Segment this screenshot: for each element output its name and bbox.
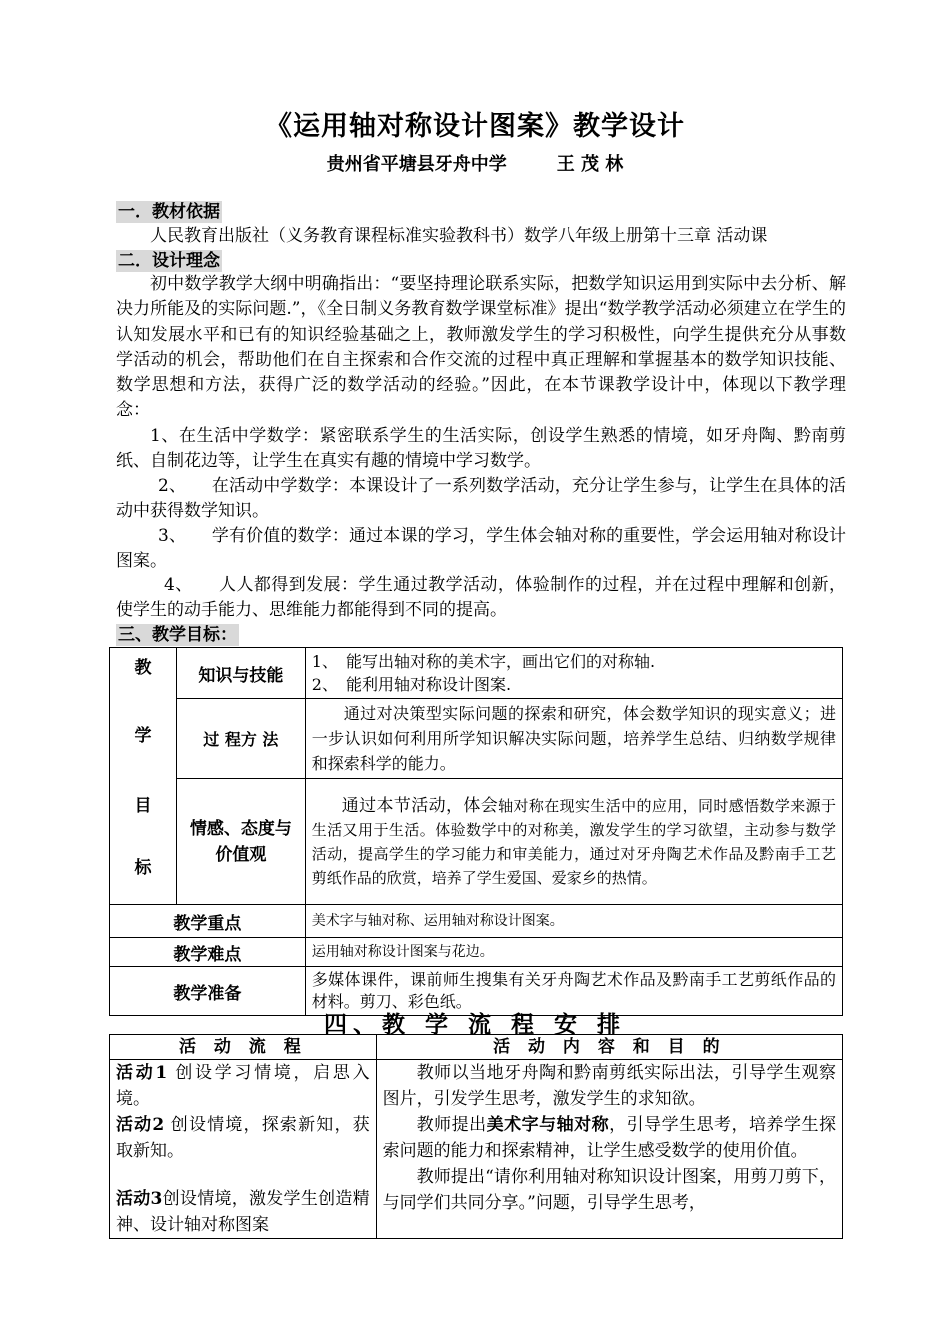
difficult-points-content	[305, 938, 842, 967]
goal-content-knowledge	[305, 648, 842, 699]
content-2	[383, 1112, 836, 1164]
vertical-char-1: 教	[134, 658, 152, 678]
content-2-bold: 美术字与轴对称	[486, 1115, 610, 1135]
key-points-label: 教学重点	[110, 905, 306, 938]
document-title: 《运用轴对称设计图案》教学设计	[265, 111, 685, 142]
activity-2-tag: 活动2	[116, 1115, 165, 1135]
emotion-text-b: 轴对称在现实生活中的应用，同时感悟数学来源于生活又用于生活。体验数学中的对称美，激发学生的学习欲望，主动参与数学活动，提高学生的学习能力和审美能力，通过对牙舟陶艺术作品及黔南手工艺剪纸作品的欣赏，培养了学生爱国、爱家乡的热情。	[311, 796, 836, 887]
vertical-char-3: 目	[134, 796, 152, 816]
activity-list	[110, 1060, 377, 1239]
section4-heading: 四、教 学 流 程 安 排	[323, 1011, 627, 1038]
activity-3-text: 创设情境，激发学生创造精神、设计轴对称图案	[116, 1189, 370, 1235]
teaching-goals-table	[109, 647, 843, 1016]
author-name: 王 茂 林	[556, 154, 624, 175]
section2-point2: 2、 在活动中学数学：本课设计了一系列数学活动，充分让学生参与，让学生在具体的活动中获得数学知识。	[116, 476, 846, 522]
content-column-header: 活 动 内 容 和 目 的	[376, 1035, 842, 1060]
knowledge-line-2: 2、 能利用轴对称设计图案.	[311, 675, 512, 694]
activity-2	[116, 1112, 370, 1186]
content-2-b: ，引导学生思考，培养学生探索问题的能力和探索精神，让学生感受数学的使用价值。	[382, 1115, 837, 1161]
preparation-text: 多媒体课件，课前师生搜集有关牙舟陶艺术作品及黔南手工艺剪纸作品的材料。剪刀、彩色纸。	[311, 970, 836, 1011]
activity-1	[116, 1060, 370, 1112]
section3-heading: 三、教学目标：	[118, 625, 237, 645]
school-name: 贵州省平塘县牙舟中学	[326, 154, 507, 175]
section1-text: 人民教育出版社（义务教育课程标准实验教科书）数学八年级上册第十三章 活动课	[150, 226, 768, 246]
process-text: 通过对决策型实际问题的探索和研究，体会数学知识的现实意义；进一步认识如何利用所学知识解决实际问题，培养学生总结、归纳数学规律和探索科学的能力。	[311, 704, 836, 773]
key-points-text: 美术字与轴对称、运用轴对称设计图案。	[311, 913, 564, 929]
section1-heading: 一．教材依据	[118, 202, 220, 222]
section2-point1: 1、在生活中学数学：紧密联系学生的生活实际，创设学生熟悉的情境，如牙舟陶、黔南剪纸、自制花边等，让学生在真实有趣的情境中学习数学。	[116, 426, 846, 472]
content-1: 教师以当地牙舟陶和黔南剪纸实际出法，引导学生观察图片，引发学生思考，激发学生的求知欲。	[382, 1063, 836, 1109]
activity-1-tag: 活动1	[116, 1063, 168, 1083]
difficult-points-text: 运用轴对称设计图案与花边。	[311, 944, 494, 960]
content-2-a: 教师提出	[416, 1115, 487, 1135]
goal-content-emotion	[305, 779, 842, 905]
flow-column-header: 活 动 流 程	[110, 1035, 377, 1060]
knowledge-line-1: 1、 能写出轴对称的美术字，画出它们的对称轴.	[311, 652, 656, 671]
section2-intro: 初中数学教学大纲中明确指出：“要坚持理论联系实际，把数学知识运用到实际中去分析、解决力所能及的实际问题.”，《全日制义务教育数学课堂标准》提出“数学教学活动必须建立在学生的认知发展水平和已有的知识经验基础之上，教师激发学生的学习积极性，向学生提供充分从事数学活动的机会，帮助他们在自主探索和合作交流的过程中真正理解和掌握基本的数学知识技能、数学思想和方法，获得广泛的数学活动的经验。”因此，在本节课教学设计中，体现以下教学理念：	[116, 274, 846, 421]
activity-3	[116, 1186, 370, 1238]
teaching-flow-table	[109, 1034, 843, 1239]
goal-label-process: 过 程方 法	[176, 699, 305, 779]
activity-contents	[376, 1060, 842, 1239]
key-points-content	[305, 905, 842, 938]
content-3: 教师提出“请你利用轴对称知识设计图案，用剪刀剪下，与同学们共同分享。”问题，引导学生思考，	[382, 1167, 836, 1213]
section2-point4: 4、 人人都得到发展：学生通过教学活动，体验制作的过程，并在过程中理解和创新，使学生的动手能力、思维能力都能得到不同的提高。	[116, 575, 846, 621]
difficult-points-label: 教学难点	[110, 938, 306, 967]
emotion-text-a: 通过本节活动，体会	[341, 795, 499, 816]
vertical-char-2: 学	[134, 726, 152, 746]
activity-3-tag: 活动3	[116, 1189, 163, 1209]
preparation-label: 教学准备	[110, 967, 306, 1016]
vertical-char-4: 标	[134, 858, 152, 878]
goals-vertical-label	[110, 648, 177, 905]
activity-1-text: 创设学习情境，启思入境。	[116, 1063, 370, 1109]
section2-point3: 3、 学有价值的数学：通过本课的学习，学生体会轴对称的重要性，学会运用轴对称设计图案。	[116, 526, 846, 572]
document-subtitle	[0, 150, 950, 176]
section2-heading: 二．设计理念	[118, 251, 220, 271]
goal-label-knowledge: 知识与技能	[176, 648, 305, 699]
activity-2-text: 创设情境，探索新知，获取新知。	[116, 1115, 370, 1161]
goal-label-emotion: 情感、态度与价值观	[176, 779, 305, 905]
goal-content-process	[305, 699, 842, 779]
